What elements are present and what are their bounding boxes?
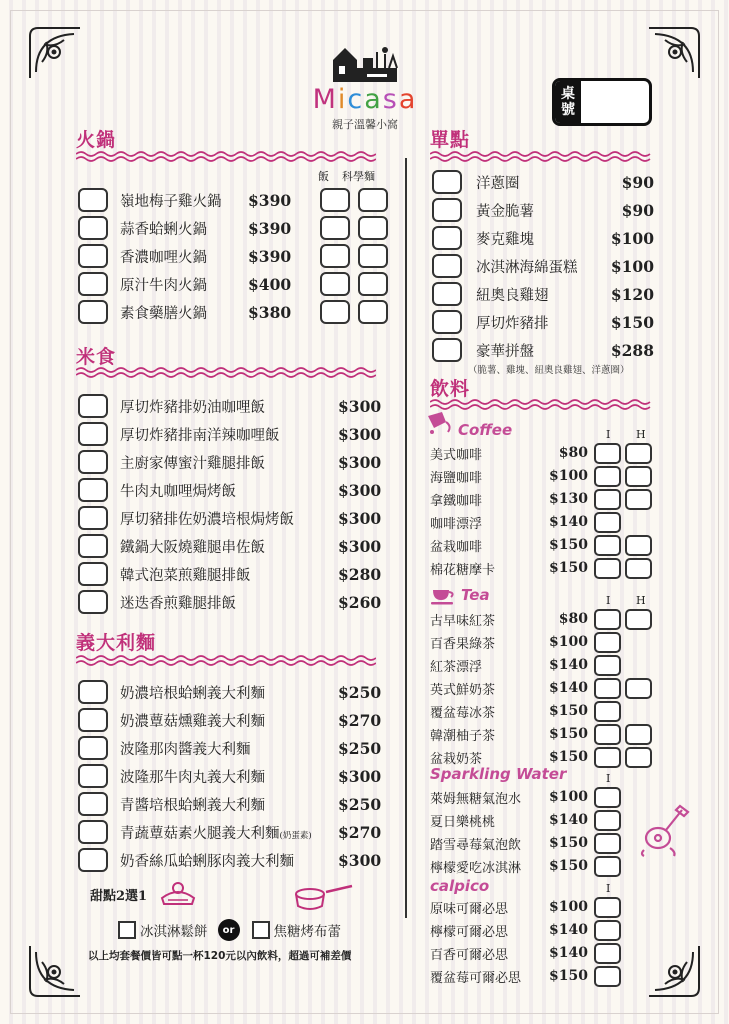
item-price: $300 bbox=[338, 396, 382, 416]
column-header-rice: 飯 bbox=[318, 170, 329, 183]
item-name: 迷迭香煎雞腿排飯 bbox=[120, 595, 236, 612]
drink-name: 咖啡漂浮 bbox=[430, 516, 483, 532]
item-price: $390 bbox=[248, 190, 292, 210]
section-divider-wave bbox=[430, 398, 652, 410]
item-name: 波隆那肉醬義大利麵 bbox=[120, 741, 251, 758]
drink-row bbox=[430, 488, 652, 510]
hot-column-header: H bbox=[636, 428, 646, 441]
drink-row bbox=[430, 965, 621, 987]
item-price: $300 bbox=[338, 480, 382, 500]
corner-ornament-icon bbox=[643, 22, 705, 84]
dessert-options bbox=[118, 918, 341, 942]
drink-name: 盆栽奶茶 bbox=[430, 751, 483, 767]
item-price: $400 bbox=[248, 274, 292, 294]
drink-price: $130 bbox=[549, 491, 588, 507]
order-checkbox[interactable] bbox=[78, 820, 108, 844]
item-price: $300 bbox=[338, 766, 382, 786]
noodle-checkbox[interactable] bbox=[358, 244, 388, 268]
dessert-option-1-checkbox[interactable] bbox=[118, 921, 136, 939]
menu-item-row bbox=[78, 792, 381, 816]
drink-row bbox=[430, 855, 621, 877]
item-price: $300 bbox=[338, 508, 382, 528]
drink-name: 踏雪尋莓氣泡飲 bbox=[430, 837, 522, 853]
drink-price: $150 bbox=[549, 835, 588, 851]
creme-brulee-icon bbox=[292, 882, 356, 914]
drink-price: $150 bbox=[549, 749, 588, 765]
hot-checkbox[interactable] bbox=[625, 443, 652, 464]
drink-price: $140 bbox=[549, 945, 588, 961]
rice-checkbox[interactable] bbox=[320, 272, 350, 296]
drink-row bbox=[430, 465, 652, 487]
menu-item-row bbox=[78, 450, 381, 474]
menu-item-row bbox=[78, 764, 381, 788]
drink-name: 檸檬可爾必思 bbox=[430, 924, 509, 940]
column-header-noodle: 科學麵 bbox=[342, 170, 375, 183]
drink-name: 紅茶漂浮 bbox=[430, 659, 483, 675]
corner-ornament-icon bbox=[643, 940, 705, 1002]
section-divider-wave bbox=[430, 150, 652, 162]
drink-row bbox=[430, 700, 621, 722]
drink-price: $150 bbox=[549, 703, 588, 719]
order-checkbox[interactable] bbox=[432, 282, 462, 306]
platter-note: （脆薯、雞塊、紐奧良雞翅、洋蔥圈） bbox=[468, 365, 630, 376]
table-number-label: 桌 號 bbox=[555, 81, 581, 123]
menu-item-row bbox=[78, 820, 381, 844]
order-checkbox[interactable] bbox=[78, 562, 108, 586]
drink-price: $140 bbox=[549, 680, 588, 696]
iced-checkbox[interactable] bbox=[594, 443, 621, 464]
item-name: 厚切炸豬排 bbox=[476, 315, 549, 332]
drink-row bbox=[430, 677, 652, 699]
column-divider bbox=[405, 158, 407, 918]
drink-row bbox=[430, 442, 652, 464]
hot-column-header: H bbox=[636, 594, 646, 607]
drink-price: $140 bbox=[549, 657, 588, 673]
iced-checkbox[interactable] bbox=[594, 489, 621, 510]
menu-item-row bbox=[78, 708, 381, 732]
item-price: $250 bbox=[338, 682, 382, 702]
iced-checkbox[interactable] bbox=[594, 943, 621, 964]
item-name: 冰淇淋海綿蛋糕 bbox=[476, 259, 578, 276]
section-divider-wave bbox=[76, 150, 376, 162]
order-checkbox[interactable] bbox=[78, 244, 108, 268]
waffle-icon bbox=[158, 878, 198, 908]
item-price: $260 bbox=[338, 592, 382, 612]
menu-item-row bbox=[78, 216, 388, 240]
order-checkbox[interactable] bbox=[78, 764, 108, 788]
iced-checkbox[interactable] bbox=[594, 966, 621, 987]
drink-row bbox=[430, 786, 621, 808]
order-checkbox[interactable] bbox=[78, 506, 108, 530]
drink-price: $150 bbox=[549, 858, 588, 874]
menu-item-row bbox=[432, 282, 654, 306]
order-checkbox[interactable] bbox=[432, 198, 462, 222]
item-price: $380 bbox=[248, 302, 292, 322]
order-checkbox[interactable] bbox=[432, 226, 462, 250]
drink-name: 百香可爾必思 bbox=[430, 947, 509, 963]
drink-price: $100 bbox=[549, 899, 588, 915]
hotpot-section-title: 火鍋 bbox=[76, 129, 117, 151]
item-name: 奶濃培根蛤蜊義大利麵 bbox=[120, 685, 265, 702]
section-divider-wave bbox=[76, 366, 376, 378]
noodle-checkbox[interactable] bbox=[358, 300, 388, 324]
menu-item-row bbox=[78, 244, 388, 268]
item-price: $300 bbox=[338, 850, 382, 870]
drink-row bbox=[430, 534, 652, 556]
item-name: 鐵鍋大阪燒雞腿串佐飯 bbox=[120, 539, 265, 556]
order-checkbox[interactable] bbox=[78, 300, 108, 324]
item-price: $100 bbox=[610, 256, 654, 276]
menu-item-row bbox=[78, 506, 381, 530]
guitar-doodle-icon bbox=[636, 800, 692, 858]
drink-row bbox=[430, 631, 621, 653]
iced-checkbox[interactable] bbox=[594, 833, 621, 854]
tea-subheading: Tea bbox=[461, 586, 490, 604]
item-price: $250 bbox=[338, 738, 382, 758]
iced-checkbox[interactable] bbox=[594, 609, 621, 630]
drink-name: 拿鐵咖啡 bbox=[430, 493, 483, 509]
drink-price: $140 bbox=[549, 812, 588, 828]
item-name: 主廚家傳蜜汁雞腿排飯 bbox=[120, 455, 265, 472]
order-checkbox[interactable] bbox=[78, 534, 108, 558]
noodle-checkbox[interactable] bbox=[358, 188, 388, 212]
coffee-pot-icon bbox=[424, 410, 454, 436]
iced-checkbox[interactable] bbox=[594, 632, 621, 653]
drink-name: 盆栽咖啡 bbox=[430, 539, 483, 555]
drink-price: $80 bbox=[558, 445, 588, 461]
hot-checkbox[interactable] bbox=[625, 489, 652, 510]
drink-name: 英式鮮奶茶 bbox=[430, 682, 496, 698]
drink-name: 覆盆莓可爾必思 bbox=[430, 970, 522, 986]
iced-column-header: I bbox=[606, 772, 611, 785]
item-name: 厚切炸豬排南洋辣咖哩飯 bbox=[120, 427, 280, 444]
dessert-option-1-label: 冰淇淋鬆餅 bbox=[140, 924, 208, 940]
calpico-subheading: calpico bbox=[430, 877, 490, 895]
drink-price: $100 bbox=[549, 634, 588, 650]
order-checkbox[interactable] bbox=[432, 254, 462, 278]
menu-item-row bbox=[432, 310, 654, 334]
order-checkbox[interactable] bbox=[78, 394, 108, 418]
item-name: 紐奧良雞翅 bbox=[476, 287, 549, 304]
drink-name: 百香果綠茶 bbox=[430, 636, 496, 652]
hot-checkbox[interactable] bbox=[625, 535, 652, 556]
order-checkbox[interactable] bbox=[78, 848, 108, 872]
rice-checkbox[interactable] bbox=[320, 300, 350, 324]
brand-subtitle: 親子溫馨小窩 bbox=[332, 118, 398, 131]
hot-checkbox[interactable] bbox=[625, 678, 652, 699]
hot-checkbox[interactable] bbox=[625, 558, 652, 579]
drink-row bbox=[430, 723, 652, 745]
item-price: $288 bbox=[610, 340, 654, 360]
menu-item-row bbox=[432, 338, 654, 362]
item-price: $90 bbox=[621, 200, 654, 220]
iced-checkbox[interactable] bbox=[594, 747, 621, 768]
rice-checkbox[interactable] bbox=[320, 188, 350, 212]
item-price: $300 bbox=[338, 424, 382, 444]
menu-item-row bbox=[78, 478, 381, 502]
noodle-checkbox[interactable] bbox=[358, 216, 388, 240]
brand-name: Micasa bbox=[312, 84, 418, 115]
drink-price: $100 bbox=[549, 468, 588, 484]
item-price: $300 bbox=[338, 536, 382, 556]
menu-item-row bbox=[78, 590, 381, 614]
menu-item-row bbox=[432, 226, 654, 250]
item-name: 洋蔥圈 bbox=[476, 175, 520, 192]
drink-row bbox=[430, 511, 621, 533]
iced-checkbox[interactable] bbox=[594, 701, 621, 722]
item-name: 奶香絲瓜蛤蜊豚肉義大利麵 bbox=[120, 853, 294, 870]
iced-column-header: I bbox=[606, 428, 611, 441]
drink-name: 夏日樂桃桃 bbox=[430, 814, 496, 830]
corner-ornament-icon bbox=[24, 940, 86, 1002]
item-price: $390 bbox=[248, 218, 292, 238]
drink-name: 美式咖啡 bbox=[430, 447, 483, 463]
iced-checkbox[interactable] bbox=[594, 810, 621, 831]
drink-price: $150 bbox=[549, 560, 588, 576]
item-price: $250 bbox=[338, 794, 382, 814]
coffee-subheading: Coffee bbox=[458, 421, 513, 439]
item-price: $280 bbox=[338, 564, 382, 584]
drink-price: $80 bbox=[558, 611, 588, 627]
item-price: $100 bbox=[610, 228, 654, 248]
or-badge: or bbox=[218, 919, 240, 941]
menu-item-row bbox=[78, 680, 381, 704]
menu-item-row bbox=[432, 198, 654, 222]
drink-price: $140 bbox=[549, 922, 588, 938]
drinks-section-title: 飲料 bbox=[430, 378, 471, 400]
house-logo-icon bbox=[327, 38, 403, 84]
iced-checkbox[interactable] bbox=[594, 655, 621, 676]
drink-name: 韓潮柚子茶 bbox=[430, 728, 496, 744]
item-name: 青蔬蕈菇素火腿義大利麵(奶蛋素) bbox=[120, 825, 312, 842]
item-name: 奶濃蕈菇燻雞義大利麵 bbox=[120, 713, 265, 730]
item-price: $270 bbox=[338, 710, 382, 730]
item-price: $90 bbox=[621, 172, 654, 192]
item-name: 青醬培根蛤蜊義大利麵 bbox=[120, 797, 265, 814]
hot-checkbox[interactable] bbox=[625, 724, 652, 745]
brand-logo bbox=[300, 38, 430, 132]
sparkling-subheading: Sparkling Water bbox=[430, 765, 567, 783]
menu-item-row bbox=[78, 534, 381, 558]
iced-checkbox[interactable] bbox=[594, 512, 621, 533]
drink-row bbox=[430, 919, 621, 941]
drink-price: $150 bbox=[549, 968, 588, 984]
item-name: 牛肉丸咖哩焗烤飯 bbox=[120, 483, 236, 500]
order-checkbox[interactable] bbox=[432, 310, 462, 334]
menu-item-row bbox=[78, 300, 388, 324]
item-note: (奶蛋素) bbox=[279, 830, 312, 841]
item-name: 素食藥膳火鍋 bbox=[120, 305, 207, 322]
table-number-box[interactable] bbox=[552, 78, 652, 126]
drink-price: $150 bbox=[549, 537, 588, 553]
iced-checkbox[interactable] bbox=[594, 466, 621, 487]
drink-row bbox=[430, 557, 652, 579]
iced-checkbox[interactable] bbox=[594, 856, 621, 877]
menu-item-row bbox=[432, 170, 654, 194]
item-name: 豪華拼盤 bbox=[476, 343, 534, 360]
menu-item-row bbox=[78, 736, 381, 760]
drink-name: 萊姆無糖氣泡水 bbox=[430, 791, 522, 807]
order-checkbox[interactable] bbox=[78, 272, 108, 296]
item-name: 韓式泡菜煎雞腿排飯 bbox=[120, 567, 251, 584]
item-price: $150 bbox=[610, 312, 654, 332]
item-price: $390 bbox=[248, 246, 292, 266]
menu-item-row bbox=[78, 272, 388, 296]
item-price: $120 bbox=[610, 284, 654, 304]
iced-checkbox[interactable] bbox=[594, 558, 621, 579]
drink-row bbox=[430, 942, 621, 964]
noodle-checkbox[interactable] bbox=[358, 272, 388, 296]
corner-ornament-icon bbox=[24, 22, 86, 84]
item-name: 香濃咖哩火鍋 bbox=[120, 249, 207, 266]
item-name: 厚切炸豬排奶油咖哩飯 bbox=[120, 399, 265, 416]
menu-item-row bbox=[78, 562, 381, 586]
rice-section-title: 米食 bbox=[76, 346, 117, 368]
drink-row bbox=[430, 896, 621, 918]
item-name: 蒜香蛤蜊火鍋 bbox=[120, 221, 207, 238]
order-checkbox[interactable] bbox=[78, 450, 108, 474]
order-checkbox[interactable] bbox=[78, 590, 108, 614]
iced-checkbox[interactable] bbox=[594, 724, 621, 745]
drink-row bbox=[430, 832, 621, 854]
dessert-option-2-label: 焦糖烤布蕾 bbox=[273, 924, 341, 940]
dessert-label: 甜點2選1 bbox=[90, 889, 148, 904]
item-price: $300 bbox=[338, 452, 382, 472]
dessert-option-2-checkbox[interactable] bbox=[252, 921, 270, 939]
order-checkbox[interactable] bbox=[78, 792, 108, 816]
singles-section-title: 單點 bbox=[430, 129, 471, 151]
iced-checkbox[interactable] bbox=[594, 678, 621, 699]
order-checkbox[interactable] bbox=[78, 478, 108, 502]
order-checkbox[interactable] bbox=[78, 736, 108, 760]
iced-checkbox[interactable] bbox=[594, 920, 621, 941]
drink-price: $150 bbox=[549, 726, 588, 742]
drink-name: 檸檬愛吃冰淇淋 bbox=[430, 860, 522, 876]
drink-row bbox=[430, 654, 621, 676]
item-name: 嶺地梅子雞火鍋 bbox=[120, 193, 222, 210]
menu-item-row bbox=[432, 254, 654, 278]
item-name: 麥克雞塊 bbox=[476, 231, 534, 248]
drink-name: 原味可爾必思 bbox=[430, 901, 509, 917]
drink-row bbox=[430, 608, 652, 630]
menu-item-row bbox=[78, 394, 381, 418]
drink-price: $100 bbox=[549, 789, 588, 805]
item-name: 波隆那牛肉丸義大利麵 bbox=[120, 769, 265, 786]
rice-checkbox[interactable] bbox=[320, 244, 350, 268]
drink-row bbox=[430, 809, 621, 831]
order-checkbox[interactable] bbox=[432, 170, 462, 194]
menu-item-row bbox=[78, 422, 381, 446]
rice-checkbox[interactable] bbox=[320, 216, 350, 240]
drink-price: $140 bbox=[549, 514, 588, 530]
drink-name: 覆盆莓冰茶 bbox=[430, 705, 496, 721]
iced-checkbox[interactable] bbox=[594, 787, 621, 808]
item-price: $270 bbox=[338, 822, 382, 842]
iced-checkbox[interactable] bbox=[594, 897, 621, 918]
order-checkbox[interactable] bbox=[78, 216, 108, 240]
iced-checkbox[interactable] bbox=[594, 535, 621, 556]
order-checkbox[interactable] bbox=[78, 422, 108, 446]
menu-item-row bbox=[78, 188, 388, 212]
order-checkbox[interactable] bbox=[78, 188, 108, 212]
order-checkbox[interactable] bbox=[78, 680, 108, 704]
iced-column-header: I bbox=[606, 594, 611, 607]
drink-name: 古早味紅茶 bbox=[430, 613, 496, 629]
footer-note: 以上均套餐價皆可點一杯120元以內飲料，超過可補差價 bbox=[88, 950, 352, 962]
section-divider-wave bbox=[76, 654, 376, 666]
order-checkbox[interactable] bbox=[78, 708, 108, 732]
pasta-section-title: 義大利麵 bbox=[76, 632, 157, 654]
iced-column-header: I bbox=[606, 882, 611, 895]
order-checkbox[interactable] bbox=[432, 338, 462, 362]
item-name: 厚切豬排佐奶濃培根焗烤飯 bbox=[120, 511, 294, 528]
item-name: 黃金脆薯 bbox=[476, 203, 534, 220]
drink-name: 海鹽咖啡 bbox=[430, 470, 483, 486]
hot-checkbox[interactable] bbox=[625, 747, 652, 768]
hot-checkbox[interactable] bbox=[625, 609, 652, 630]
item-name: 原汁牛肉火鍋 bbox=[120, 277, 207, 294]
hot-checkbox[interactable] bbox=[625, 466, 652, 487]
drink-name: 棉花糖摩卡 bbox=[430, 562, 496, 578]
teacup-icon bbox=[430, 584, 458, 606]
menu-item-row bbox=[78, 848, 381, 872]
